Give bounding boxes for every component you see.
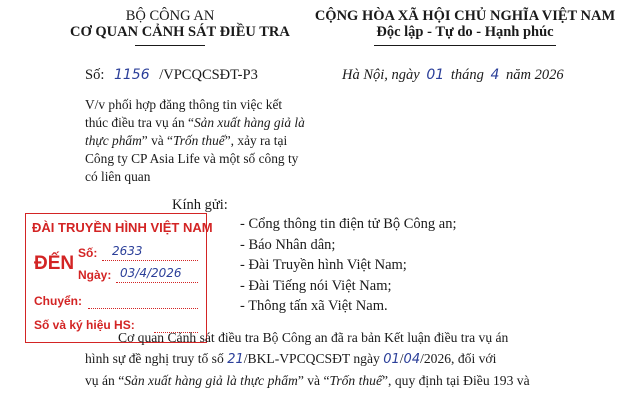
subject-block bbox=[85, 96, 305, 186]
recipients-label: Kính gửi: bbox=[172, 197, 228, 213]
stamp-chuyen-label: Chuyển: bbox=[34, 294, 82, 308]
stamp-ngay-label: Ngày: bbox=[78, 268, 112, 282]
number-suffix: /VPCQCSĐT-P3 bbox=[159, 67, 258, 83]
stamp-chuyen-dots bbox=[88, 308, 198, 309]
stamp-so-value: 2633 bbox=[112, 244, 143, 258]
body-line-1: Cơ quan Cảnh sát điều tra Bộ Công an đã ra bản Kết luận điều tra vụ án bbox=[118, 330, 509, 345]
conclusion-number: 21 bbox=[227, 352, 244, 367]
recipients-list bbox=[240, 214, 457, 317]
subject-line-2: thúc điều tra vụ án “Sản xuất hàng giả là bbox=[85, 115, 305, 130]
recipient-item: - Thông tấn xã Việt Nam. bbox=[240, 298, 388, 314]
recipient-item: - Cổng thông tin điện tử Bộ Công an; bbox=[240, 216, 457, 232]
stamp-den: ĐẾN bbox=[34, 253, 75, 274]
number-handwritten: 1156 bbox=[113, 67, 150, 83]
received-stamp bbox=[25, 213, 213, 343]
date-month: 4 bbox=[490, 67, 500, 83]
motto: Độc lập - Tự do - Hạnh phúc bbox=[376, 24, 554, 40]
stamp-so-dots bbox=[102, 260, 198, 261]
subject-line-1: V/v phối hợp đăng thông tin việc kết bbox=[85, 97, 283, 112]
date-month-label: tháng bbox=[450, 67, 484, 83]
body-line-3: vụ án “Sản xuất hàng giả là thực phẩm” và “Trốn thuế”, quy định tại Điều 193 và bbox=[85, 373, 530, 388]
number-prefix: Số: bbox=[85, 67, 105, 83]
right-header-underline bbox=[374, 45, 556, 46]
stamp-so-label: Số: bbox=[78, 246, 98, 260]
recipient-item: - Đài Tiếng nói Việt Nam; bbox=[240, 277, 392, 294]
stamp-ngay-dots bbox=[116, 282, 198, 283]
recipient-item: - Báo Nhân dân; bbox=[240, 236, 336, 253]
subject-line-3: thực phẩm” và “Trốn thuế”, xảy ra tại bbox=[85, 133, 288, 148]
stamp-ngay-value: 03/4/2026 bbox=[120, 266, 182, 280]
date-line bbox=[342, 67, 564, 84]
conclusion-day: 01 bbox=[383, 352, 400, 367]
subject-line-4: Công ty CP Asia Life và một số công ty bbox=[85, 151, 299, 166]
date-place: Hà Nội, ngày bbox=[342, 67, 420, 83]
stamp-title: ĐÀI TRUYỀN HÌNH VIỆT NAM bbox=[32, 220, 213, 235]
subject-line-5: có liên quan bbox=[85, 169, 151, 184]
recipient-item: - Đài Truyền hình Việt Nam; bbox=[240, 257, 407, 273]
conclusion-month: 04 bbox=[403, 352, 421, 367]
body-line-2: hình sự đề nghị truy tố số 21/BKL-VPCQCSĐT ngày 01/04/2026, đối với bbox=[85, 351, 497, 367]
date-year: năm 2026 bbox=[506, 67, 564, 83]
stamp-kyhieu-label: Số và ký hiệu HS: bbox=[34, 318, 135, 332]
agency-name: BỘ CÔNG AN bbox=[125, 8, 215, 24]
nation-name: CỘNG HÒA XÃ HỘI CHỦ NGHĨA VIỆT NAM bbox=[314, 8, 616, 24]
document-number bbox=[85, 67, 258, 84]
unit-name: CƠ QUAN CẢNH SÁT ĐIỀU TRA bbox=[70, 24, 290, 40]
date-day: 01 bbox=[426, 67, 445, 83]
left-header-underline bbox=[135, 45, 205, 46]
